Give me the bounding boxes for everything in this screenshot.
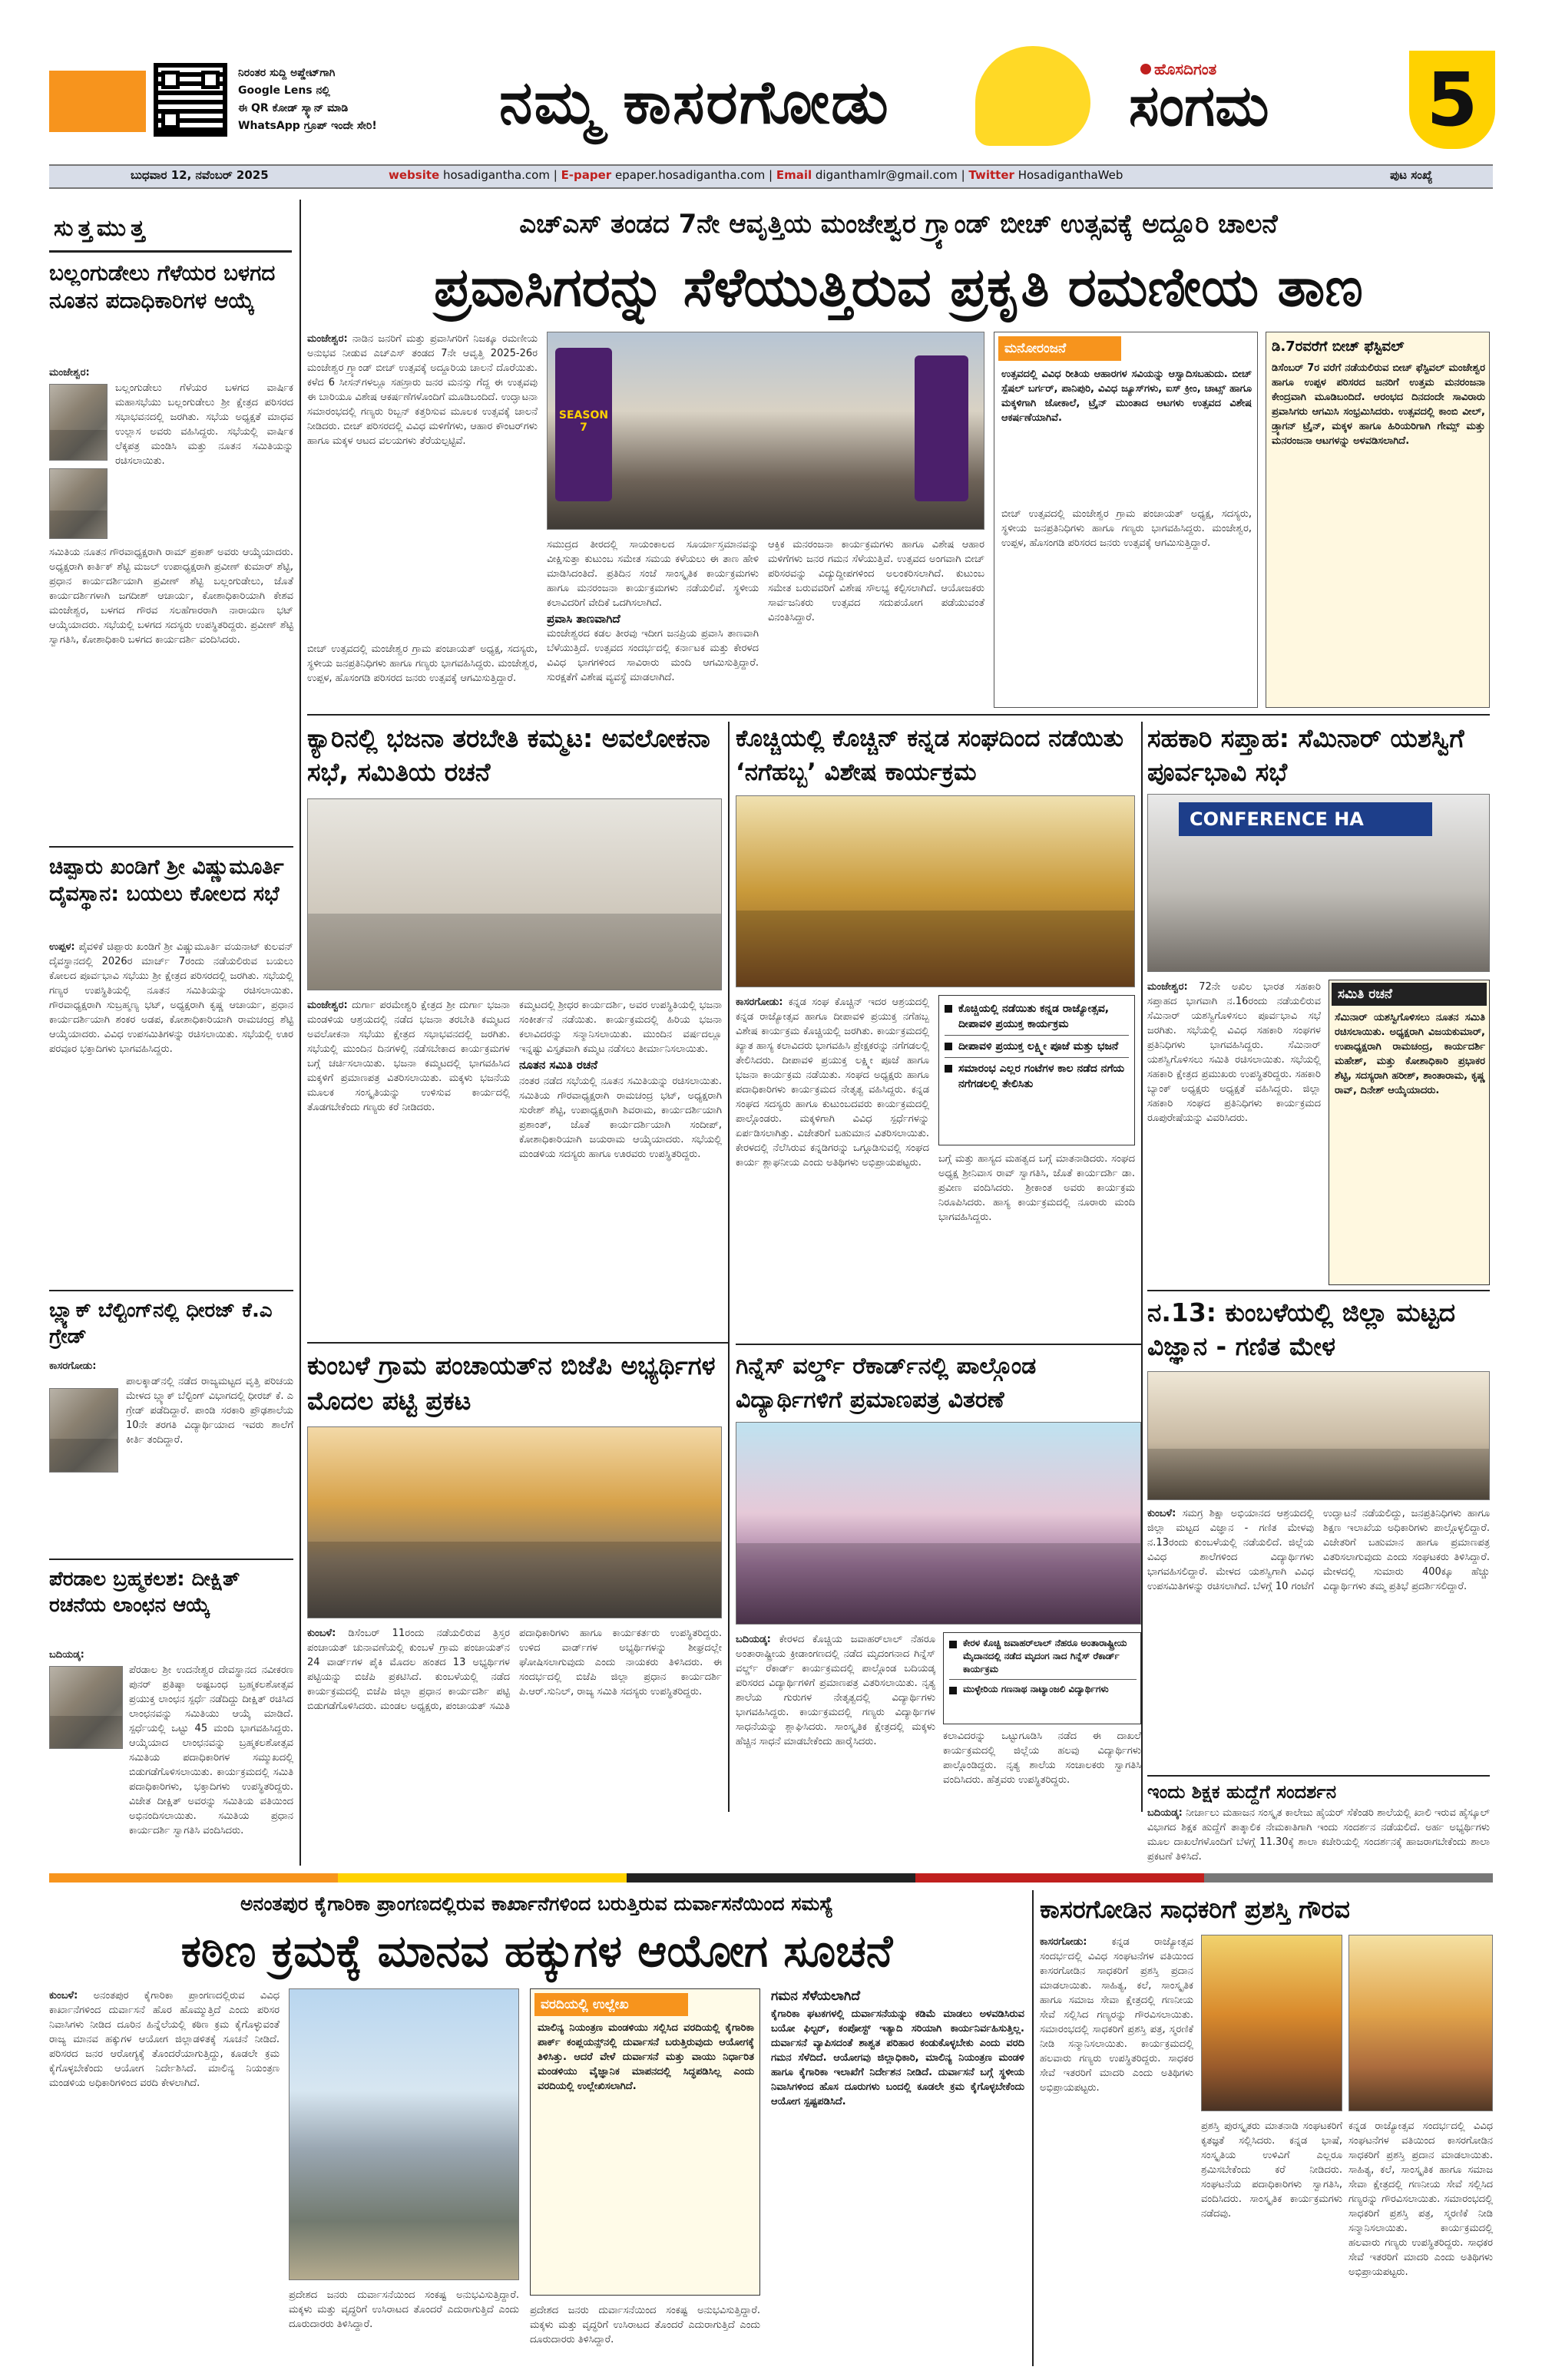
left-story1-photo-a: [49, 384, 108, 461]
bottom-col3: ಕೈಗಾರಿಕಾ ಘಟಕಗಳಲ್ಲಿ ದುರ್ವಾಸನೆಯನ್ನು ಕಡಿಮೆ ಮಾಡಲು ಅಳವಡಿಸಿರುವ ಬಯೋ ಫಿಲ್ಟರ್, ಕಂಪೋಸ್ಟ್ ಇತ್ಯಾದಿ ಸರಿಯಾಗಿ ಕಾರ್ಯನಿರ್ವಹಿಸುತ್ತಿಲ್ಲ. ದುರ್ವಾಸನೆ ವ್ಯಾಪಿಸದಂತೆ ಶಾಶ್ವತ ಪರಿಹಾರ ಕಂಡುಕೊಳ್ಳಬೇಕು ಎಂದು ವರದಿ ಗಮನ ಸೆಳೆದಿದೆ. ಆಯೋಗವು ಜಿಲ್ಲಾಧಿಕಾರಿ, ಮಾಲಿನ್ಯ ನಿಯಂತ್ರಣ ಮಂಡಳಿ ಹಾಗೂ ಕೈಗಾರಿಕಾ ಇಲಾಖೆಗೆ ನಿರ್ದೇಶನ ನೀಡಿದೆ. ದುರ್ವಾಸನೆ ಬಗ್ಗೆ ಸ್ಥಳೀಯ ನಿವಾಸಿಗಳಿಂದ ಹೊಸ ದೂರುಗಳು ಬಂದಲ್ಲಿ ಕೂಡಲೇ ಕ್ರಮ ಕೈಗೊಳ್ಳಬೇಕೆಂದು ಆಯೋಗ ಸ್ಪಷ್ಟಪಡಿಸಿದೆ.: [771, 2008, 1024, 2107]
section-color-strip: [49, 1873, 1493, 1883]
teacher-headline: ಇಂದು ಶಿಕ್ಷಕ ಹುದ್ದೆಗೆ ಸಂದರ್ಶನ: [1147, 1781, 1337, 1803]
conference-sign: CONFERENCE HA: [1179, 802, 1432, 836]
science-headline: ನ.13: ಕುಂಬಳೆಯಲ್ಲಿ ಜಿಲ್ಲಾ ಮಟ್ಟದ ವಿಜ್ಞಾನ - ಗಣಿತ ಮೇಳ: [1147, 1297, 1456, 1361]
guinness-col2: ಕಲಾವಿದರನ್ನು ಒಟ್ಟುಗೂಡಿಸಿ ನಡೆದ ಈ ದಾಖಲೆ ಕಾರ್ಯಕ್ರಮದಲ್ಲಿ ಜಿಲ್ಲೆಯ ಹಲವು ವಿದ್ಯಾರ್ಥಿಗಳು ಪಾಲ್ಗೊಂಡಿದ್ದರು. ನೃತ್ಯ ಶಾಲೆಯ ಸಂಚಾಲಕರು ಸ್ವಾಗತಿಸಿ ವಂದಿಸಿದರು. ಹೆತ್ತವರು ಉಪಸ್ಥಿತರಿದ್ದರು.: [943, 1730, 1141, 1786]
lead-box-festival-body: ಡಿಸೆಂಬರ್ 7ರ ವರೆಗೆ ನಡೆಯಲಿರುವ ಬೀಚ್ ಫೆಸ್ಟಿವಲ್ ಮಂಜೇಶ್ವರ ಹಾಗೂ ಉಪ್ಪಳ ಪರಿಸರದ ಜನರಿಗೆ ಉತ್ತಮ ಮನರಂಜನಾ ಕೇಂದ್ರವಾಗಿ ಮೂಡಿಬಂದಿದೆ. ಆರಂಭದ ದಿನದಂದೇ ಸಾವಿರಾರು ಪ್ರವಾಸಿಗರು ಆಗಮಿಸಿ ಸಂಭ್ರಮಿಸಿದರು. ಉತ್ಸವದಲ್ಲಿ ಕಾಂಬಿ ವೀಲ್, ಡ್ರ್ಯಾಗನ್ ಟ್ರೈನ್, ಮಕ್ಕಳ ಹಾಗೂ ಹಿರಿಯರಿಗಾಗಿ ಗೇಮ್ಸ್ ಮತ್ತು ಮನರಂಜನಾ ಆಟಗಳನ್ನು ಅಳವಡಿಸಲಾಗಿದೆ.: [1272, 362, 1485, 447]
bottom-col2b: ಪ್ರದೇಶದ ಜನರು ದುರ್ವಾಸನೆಯಿಂದ ಸಂಕಷ್ಟ ಅನುಭವಿಸುತ್ತಿದ್ದಾರೆ. ಮಕ್ಕಳು ಮತ್ತು ವೃದ್ಧರಿಗೆ ಉಸಿರಾಟದ ತೊಂದರೆ ಎದುರಾಗುತ್ತಿದೆ ಎಂದು ದೂರುದಾರರು ತಿಳಿಸಿದ್ದಾರೆ.: [530, 2305, 760, 2345]
lead-box-entertainment-body: ಉತ್ಸವದಲ್ಲಿ ವಿವಿಧ ರೀತಿಯ ಆಹಾರಗಳ ಸವಿಯನ್ನು ಆಸ್ವಾದಿಸಬಹುದು. ಬೀಚ್ ಸ್ಪೆಷಲ್ ಬರ್ಗರ್, ಪಾನಿಪುರಿ, ವಿವಿಧ ಜ್ಯೂಸ್‌ಗಳು, ಐಸ್ ಕ್ರೀಂ, ಚಾಟ್ಸ್ ಹಾಗೂ ಮಕ್ಕಳಿಗಾಗಿ ಜೋಕಾಲೆ, ಟ್ರೈನ್ ಮುಂತಾದ ಆಟಗಳು ಉತ್ಸವದ ವಿಶೇಷ ಆಕರ್ಷಣೆಯಾಗಿವೆ.: [1001, 369, 1252, 424]
orange-tab: [49, 71, 146, 132]
left-story3-text: ಪಾಲಕ್ಕಾಡ್‌ನಲ್ಲಿ ನಡೆದ ರಾಜ್ಯಮಟ್ಟದ ವೃತ್ತಿ ಪರಿಚಯ ಮೇಳದ ಬ್ಲ್ಯಾಕ್ ಬೆಲ್ಟಿಂಗ್ ವಿಭಾಗದಲ್ಲಿ ಧೀರಜ್ ಕೆ. ಎ ಗ್ರೇಡ್ ಪಡೆದಿದ್ದಾರೆ. ಪಾಂಡಿ ಸರಕಾರಿ ಪ್ರೌಢಶಾಲೆಯ 10ನೇ ತರಗತಿ ವಿದ್ಯಾರ್ಥಿಯಾದ ಇವರು ಶಾಲೆಗೆ ಕೀರ್ತಿ ತಂದಿದ್ದಾರೆ.: [126, 1376, 293, 1446]
bhajana-headline: ಕ್ಯಾರಿನಲ್ಲಿ ಭಜನಾ ತರಬೇತಿ ಕಮ್ಮಟ: ಅವಲೋಕನಾ ಸಭೆ, ಸಮಿತಿಯ ರಚನೆ: [307, 723, 710, 787]
awards-col3: ಕನ್ನಡ ರಾಜ್ಯೋತ್ಸವ ಸಂದರ್ಭದಲ್ಲಿ ವಿವಿಧ ಸಂಘಟನೆಗಳ ವತಿಯಿಂದ ಕಾಸರಗೋಡಿನ ಸಾಧಕರಿಗೆ ಪ್ರಶಸ್ತಿ ಪ್ರದಾನ ಮಾಡಲಾಯಿತು. ಸಾಹಿತ್ಯ, ಕಲೆ, ಸಾಂಸ್ಕೃತಿಕ ಹಾಗೂ ಸಮಾಜ ಸೇವಾ ಕ್ಷೇತ್ರದಲ್ಲಿ ಗಣನೀಯ ಸೇವೆ ಸಲ್ಲಿಸಿದ ಗಣ್ಯರನ್ನು ಗೌರವಿಸಲಾಯಿತು. ಸಮಾರಂಭದಲ್ಲಿ ಸಾಧಕರಿಗೆ ಪ್ರಶಸ್ತಿ ಪತ್ರ, ಸ್ಮರಣಿಕೆ ನೀಡಿ ಸನ್ಮಾನಿಸಲಾಯಿತು. ಕಾರ್ಯಕ್ರಮದಲ್ಲಿ ಹಲವಾರು ಗಣ್ಯರು ಉಪಸ್ಥಿತರಿದ್ದರು. ಸಾಧಕರ ಸೇವೆ ಇತರರಿಗೆ ಮಾದರಿ ಎಂದು ಅತಿಥಿಗಳು ಅಭಿಪ್ರಾಯಪಟ್ಟರು.: [1348, 2121, 1493, 2278]
left-story1-body: ಸಮಿತಿಯ ನೂತನ ಗೌರವಾಧ್ಯಕ್ಷರಾಗಿ ರಾಮ್ ಪ್ರಕಾಶ್ ಅವರು ಆಯ್ಕೆಯಾದರು. ಅಧ್ಯಕ್ಷರಾಗಿ ಕಾರ್ತಿಕ್ ಶೆಟ್ಟಿ ಮಜಲ್ ಉಪಾಧ್ಯಕ್ಷರಾಗಿ ಪ್ರವೀಣ್ ಕುಮಾರ್ ಶೆಟ್ಟಿ, ಪ್ರಧಾನ ಕಾರ್ಯದರ್ಶಿಯಾಗಿ ಪ್ರವೀಣ್ ಶೆಟ್ಟಿ ಬಲ್ಲಂಗುಡೇಲು, ಜೊತೆ ಕಾರ್ಯದರ್ಶಿಗಳಾಗಿ ಜಗದೀಶ್ ಆಚಾರ್ಯ, ಕೋಶಾಧಿಕಾರಿಯಾಗಿ ಕೇಶವ ಮಂಜೇಶ್ವರ, ಬಳಗದ ಗೌರವ ಸಲಹೆಗಾರರಾಗಿ ನಾರಾಯಣ ಭಟ್ ಆಯ್ಕೆಯಾದರು. ಸಭೆಯಲ್ಲಿ ಬಳಗದ ಸದಸ್ಯರು ಉಪಸ್ಥಿತರಿದ್ದರು. ಪ್ರವೀಣ್ ಶೆಟ್ಟಿ ಸ್ವಾಗತಿಸಿ, ಕೋಶಾಧಿಕಾರಿ ಬಳಗದ ಕಾರ್ಯದರ್ಶಿ ವಂದಿಸಿದರು.: [49, 547, 293, 646]
science-photo: [1147, 1371, 1490, 1500]
kochi-bullets: [945, 1001, 1129, 1092]
bottom-kicker: ಅನಂತಪುರ ಕೈಗಾರಿಕಾ ಪ್ರಾಂಗಣದಲ್ಲಿರುವ ಕಾರ್ಖಾನೆಗಳಿಂದ ಬರುತ್ತಿರುವ ದುರ್ವಾಸನೆಯಿಂದ ಸಮಸ್ಯೆ: [240, 1892, 834, 1915]
left-story2-body: ಉಪ್ಪಳ: ಪೈವಳಿಕೆ ಚಿಪ್ಪಾರು ಖಂಡಿಗೆ ಶ್ರೀ ವಿಷ್ಣುಮೂರ್ತಿ ವಯನಾಟ್ ಕುಲವನ್ ದೈವಸ್ಥಾನದಲ್ಲಿ 2026ರ ಮಾರ್ಚ್ 7ರಂದು ನಡೆಯಲಿರುವ ಬಯಲು ಕೋಲದ ಪೂರ್ವಭಾವಿ ಸಭೆಯು ಶ್ರೀ ಕ್ಷೇತ್ರದ ಪರಿಸರದಲ್ಲಿ ಜರಗಿತು. ಸಭೆಯಲ್ಲಿ ಗಣ್ಯರ ಉಪಸ್ಥಿತಿಯಲ್ಲಿ ನೂತನ ಸಮಿತಿಯನ್ನು ರಚಿಸಲಾಯಿತು. ಗೌರವಾಧ್ಯಕ್ಷರಾಗಿ ಸುಬ್ರಹ್ಮಣ್ಯ ಭಟ್, ಅಧ್ಯಕ್ಷರಾಗಿ ಕೃಷ್ಣ ಆಚಾರ್ಯ, ಪ್ರಧಾನ ಕಾರ್ಯದರ್ಶಿಯಾಗಿ ಶಂಕರ ಅಡಪ, ಕೋಶಾಧಿಕಾರಿಯಾಗಿ ರಾಮಚಂದ್ರ ಶೆಟ್ಟಿ ಆಯ್ಕೆಯಾದರು. ವಿವಿಧ ಉಪಸಮಿತಿಗಳನ್ನು ರಚಿಸಲಾಯಿತು. ಸಭೆಯಲ್ಲಿ ಊರ ಪರವೂರ ಭಕ್ತಾದಿಗಳು ಭಾಗವಹಿಸಿದ್ದರು.: [49, 941, 293, 1055]
lead-col1: ಮಂಜೇಶ್ವರ: ನಾಡಿನ ಜನರಿಗೆ ಮತ್ತು ಪ್ರವಾಸಿಗರಿಗೆ ನಿಜಕ್ಕೂ ರಮಣೀಯ ಅನುಭವ ನೀಡುವ ಎಚ್‌ಎಸ್ ತಂಡದ 7ನೇ ಆವೃತ್ತಿ 2025-26ರ ಮಂಜೇಶ್ವರ ಗ್ರ್ಯಾಂಡ್ ಬೀಚ್ ಉತ್ಸವಕ್ಕೆ ಅದ್ದೂರಿಯ ಚಾಲನೆ ದೊರೆಯಿತು. ಕಳೆದ 6 ಸೀಸನ್‌ಗಳಲ್ಲೂ ಸಹಸ್ರಾರು ಜನರ ಮನಸ್ಸು ಗೆದ್ದ ಈ ಉತ್ಸವವು ಈ ಬಾರಿಯೂ ವಿಶೇಷ ಆಕರ್ಷಣೆಗಳೊಂದಿಗೆ ಮೂಡಿಬಂದಿದೆ. ಉದ್ಘಾಟನಾ ಸಮಾರಂಭದಲ್ಲಿ ಗಣ್ಯರು ರಿಬ್ಬನ್ ಕತ್ತರಿಸುವ ಮೂಲಕ ಉತ್ಸವಕ್ಕೆ ಚಾಲನೆ ನೀಡಿದರು. ಬೀಚ್ ಪರಿಸರದಲ್ಲಿ ವಿವಿಧ ಮಳಿಗೆಗಳು, ಆಹಾರ ಕೌಂಟರ್‌ಗಳು ಹಾಗೂ ಮಕ್ಕಳ ಆಟದ ವಲಯಗಳು ತೆರೆಯಲ್ಪಟ್ಟಿವೆ.: [307, 333, 538, 447]
left-divider-3: [49, 1559, 293, 1560]
bottom-col1: ಕುಂಬಳೆ: ಅನಂತಪುರ ಕೈಗಾರಿಕಾ ಪ್ರಾಂಗಣದಲ್ಲಿರುವ ವಿವಿಧ ಕಾರ್ಖಾನೆಗಳಿಂದ ದುರ್ವಾಸನೆ ಹೊರ ಹೊಮ್ಮುತ್ತಿದೆ ಎಂದು ಪರಿಸರ ನಿವಾಸಿಗಳು ನೀಡಿದ ದೂರಿನ ಹಿನ್ನೆಲೆಯಲ್ಲಿ ಕಠಿಣ ಕ್ರಮ ಕೈಗೊಳ್ಳುವಂತೆ ರಾಜ್ಯ ಮಾನವ ಹಕ್ಕುಗಳ ಆಯೋಗ ಜಿಲ್ಲಾಡಳಿತಕ್ಕೆ ಸೂಚನೆ ನೀಡಿದೆ. ಪರಿಸರದ ಜನರ ಆರೋಗ್ಯಕ್ಕೆ ತೊಂದರೆಯಾಗುತ್ತಿದ್ದು, ಕೂಡಲೇ ಕ್ರಮ ಕೈಗೊಳ್ಳಬೇಕೆಂದು ಆಯೋಗ ನಿರ್ದೇಶಿಸಿದೆ. ಮಾಲಿನ್ಯ ನಿಯಂತ್ರಣ ಮಂಡಳಿಯ ಅಧಿಕಾರಿಗಳಿಂದ ವರದಿ ಕೇಳಲಾಗಿದೆ.: [49, 1990, 280, 2089]
contact-line: website hosadigantha.com | E-paper epaper.hosadigantha.com | Email diganthamlr@gmail.com | Twitter HosadiganthaWeb: [389, 168, 1123, 182]
bjp-photo: [307, 1426, 722, 1618]
lead-photo-banner-2: [915, 355, 968, 501]
awards-col2: ಪ್ರಶಸ್ತಿ ಪುರಸ್ಕೃತರು ಮಾತನಾಡಿ ಸಂಘಟಕರಿಗೆ ಕೃತಜ್ಞತೆ ಸಲ್ಲಿಸಿದರು. ಕನ್ನಡ ಭಾಷೆ, ಸಂಸ್ಕೃತಿಯ ಉಳಿವಿಗೆ ಎಲ್ಲರೂ ಶ್ರಮಿಸಬೇಕೆಂದು ಕರೆ ನೀಡಿದರು. ಸಂಘಟನೆಯ ಪದಾಧಿಕಾರಿಗಳು ಸ್ವಾಗತಿಸಿ, ವಂದಿಸಿದರು. ಸಾಂಸ್ಕೃತಿಕ ಕಾರ್ಯಕ್ರಮಗಳು ನಡೆದವು.: [1201, 2121, 1342, 2220]
left-story3-photo: [49, 1388, 118, 1473]
left-story2-headline: ಚಿಪ್ಪಾರು ಖಂಡಿಗೆ ಶ್ರೀ ವಿಷ್ಣುಮೂರ್ತಿ ದೈವಸ್ಥಾನ: ಬಯಲು ಕೋಲದ ಸಭೆ: [49, 855, 284, 906]
left-divider-1: [49, 846, 293, 848]
sahakari-bottom-rule: [1147, 1290, 1490, 1291]
kochi-col1: ಕಾಸರಗೋಡು: ಕನ್ನಡ ಸಂಘ ಕೊಚ್ಚಿನ್ ಇದರ ಆಶ್ರಯದಲ್ಲಿ ಕನ್ನಡ ರಾಜ್ಯೋತ್ಸವ ಹಾಗೂ ದೀಪಾವಳಿ ಪ್ರಯುಕ್ತ ನಗೆಹಬ್ಬ ವಿಶೇಷ ಕಾರ್ಯಕ್ರಮ ಕೊಚ್ಚಿಯಲ್ಲಿ ಜರಗಿತು. ಕಾರ್ಯಕ್ರಮದಲ್ಲಿ ಖ್ಯಾತ ಹಾಸ್ಯ ಕಲಾವಿದರು ಭಾಗವಹಿಸಿ ಪ್ರೇಕ್ಷಕರನ್ನು ನಗೆಗಡಲಲ್ಲಿ ತೇಲಿಸಿದರು. ದೀಪಾವಳಿ ಪ್ರಯುಕ್ತ ಲಕ್ಷ್ಮೀ ಪೂಜೆ ಹಾಗೂ ಭಜನಾ ಕಾರ್ಯಕ್ರಮ ನಡೆಯಿತು. ಸಂಘದ ಅಧ್ಯಕ್ಷರು ಹಾಗೂ ಪದಾಧಿಕಾರಿಗಳು ಕಾರ್ಯಕ್ರಮದ ನೇತೃತ್ವ ವಹಿಸಿದ್ದರು. ಕನ್ನಡ ಸಂಘದ ಸದಸ್ಯರು ಹಾಗೂ ಕುಟುಂಬದವರು ಕಾರ್ಯಕ್ರಮದಲ್ಲಿ ಪಾಲ್ಗೊಂಡರು. ಮಕ್ಕಳಿಗಾಗಿ ವಿವಿಧ ಸ್ಪರ್ಧೆಗಳನ್ನು ಏರ್ಪಡಿಸಲಾಗಿತ್ತು. ವಿಜೇತರಿಗೆ ಬಹುಮಾನ ವಿತರಿಸಲಾಯಿತು. ಕೇರಳದಲ್ಲಿ ನೆಲೆಸಿರುವ ಕನ್ನಡಿಗರನ್ನು ಒಗ್ಗೂಡಿಸುವಲ್ಲಿ ಸಂಘದ ಕಾರ್ಯ ಶ್ಲಾಘನೀಯ ಎಂದು ಅತಿಥಿಗಳು ಅಭಿಪ್ರಾಯಪಟ್ಟರು.: [736, 997, 929, 1169]
lead-kicker: ಎಚ್‌ಎಸ್ ತಂಡದ 7ನೇ ಆವೃತ್ತಿಯ ಮಂಜೇಶ್ವರ ಗ್ರ್ಯಾಂಡ್ ಬೀಚ್ ಉತ್ಸವಕ್ಕೆ ಅದ್ದೂರಿ ಚಾಲನೆ: [519, 209, 1278, 240]
bottom-sub: ಗಮನ ಸೆಳೆಯಲಾಗಿದೆ: [771, 1988, 860, 2004]
guinness-headline: ಗಿನ್ನೆಸ್ ವರ್ಲ್ಡ್ ರೆಕಾರ್ಡ್‌ನಲ್ಲಿ ಪಾಲ್ಗೊಂಡ ವಿದ್ಯಾರ್ಥಿಗಳಿಗೆ ಪ್ರಮಾಣಪತ್ರ ವಿತರಣೆ: [736, 1353, 1037, 1413]
website-link[interactable]: hosadigantha.com: [442, 168, 550, 182]
lead-col2: ಸಮುದ್ರದ ತೀರದಲ್ಲಿ ಸಾಯಂಕಾಲದ ಸೂರ್ಯಾಸ್ತಮಾನವನ್ನು ವೀಕ್ಷಿಸುತ್ತಾ ಕುಟುಂಬ ಸಮೇತ ಸಮಯ ಕಳೆಯಲು ಈ ತಾಣ ಹೇಳಿ ಮಾಡಿಸಿದಂತಿದೆ. ಪ್ರತಿದಿನ ಸಂಜೆ ಸಾಂಸ್ಕೃತಿಕ ಕಾರ್ಯಕ್ರಮಗಳು ಹಾಗೂ ಮನರಂಜನಾ ಕಾರ್ಯಕ್ರಮಗಳು ನಡೆಯಲಿವೆ. ಸ್ಥಳೀಯ ಕಲಾವಿದರಿಗೆ ವೇದಿಕೆ ಒದಗಿಸಲಾಗಿದೆ. ಪ್ರವಾಸಿ ತಾಣವಾಗಿದೆ ಮಂಜೇಶ್ವರದ ಕಡಲ ತೀರವು ಇದೀಗ ಜನಪ್ರಿಯ ಪ್ರವಾಸಿ ತಾಣವಾಗಿ ಬೆಳೆಯುತ್ತಿದೆ. ಉತ್ಸವದ ಸಂದರ್ಭದಲ್ಲಿ ಕರ್ನಾಟಕ ಮತ್ತು ಕೇರಳದ ವಿವಿಧ ಭಾಗಗಳಿಂದ ಸಾವಿರಾರು ಮಂದಿ ಆಗಮಿಸುತ್ತಿದ್ದಾರೆ. ಸುರಕ್ಷತೆಗೆ ವಿಶೇಷ ವ್ಯವಸ್ಥೆ ಮಾಡಲಾಗಿದೆ.: [547, 539, 759, 683]
bhajana-col2: ಕಮ್ಮಟದಲ್ಲಿ ಶ್ರೀಧರ ಕಾರ್ಯದರ್ಶಿ, ಅವರ ಉಪಸ್ಥಿತಿಯಲ್ಲಿ ಭಜನಾ ಸಂಕೀರ್ತನೆ ನಡೆಯಿತು. ಕಾರ್ಯಕ್ರಮದಲ್ಲಿ ಹಿರಿಯ ಭಜನಾ ಕಲಾವಿದರನ್ನು ಸನ್ಮಾನಿಸಲಾಯಿತು. ಮುಂದಿನ ವರ್ಷದಲ್ಲೂ ಇನ್ನಷ್ಟು ವಿಸ್ತೃತವಾಗಿ ಕಮ್ಮಟ ನಡೆಸಲು ತೀರ್ಮಾನಿಸಲಾಯಿತು. ನೂತನ ಸಮಿತಿ ರಚನೆ ನಂತರ ನಡೆದ ಸಭೆಯಲ್ಲಿ ನೂತನ ಸಮಿತಿಯನ್ನು ರಚಿಸಲಾಯಿತು. ಸಮಿತಿಯ ಗೌರವಾಧ್ಯಕ್ಷರಾಗಿ ರಾಮಚಂದ್ರ ಭಟ್, ಅಧ್ಯಕ್ಷರಾಗಿ ಸುರೇಶ್ ಶೆಟ್ಟಿ, ಉಪಾಧ್ಯಕ್ಷರಾಗಿ ಶಿವರಾಮ, ಕಾರ್ಯದರ್ಶಿಯಾಗಿ ಪ್ರಶಾಂತ್, ಜೊತೆ ಕಾರ್ಯದರ್ಶಿಯಾಗಿ ಸಂದೀಪ್, ಕೋಶಾಧಿಕಾರಿಯಾಗಿ ಜಯರಾಮ ಆಯ್ಕೆಯಾದರು. ಸಭೆಯಲ್ಲಿ ಮಂಡಳಿಯ ಸದಸ್ಯರು ಹಾಗೂ ಊರವರು ಉಪಸ್ಥಿತರಿದ್ದರು.: [519, 1000, 722, 1160]
bottom-report-box-body: ಮಾಲಿನ್ಯ ನಿಯಂತ್ರಣ ಮಂಡಳಿಯು ಸಲ್ಲಿಸಿದ ವರದಿಯಲ್ಲಿ ಕೈಗಾರಿಕಾ ಪಾರ್ಕ್ ಕಂಪ್ಲಯನ್ಸ್‌ನಲ್ಲಿ ದುರ್ವಾಸನೆ ಬರುತ್ತಿರುವುದು ಆಯೋಗಕ್ಕೆ ತಿಳಿಸಿತ್ತು. ಆದರೆ ವೇಳೆ ದುರ್ವಾಸನೆ ಮತ್ತು ವಾಯು ನಿರ್ಧಾರಿತ ಮಂಡಳಿಯು ವೈಜ್ಞಾನಿಕ ಮಾಪನದಲ್ಲಿ ಸಿದ್ಧಪಡಿಸಿಲ್ಲ ಎಂದು ವರದಿಯಲ್ಲಿ ಉಲ್ಲೇಖಿಸಲಾಗಿದೆ.: [538, 2022, 754, 2092]
bottom-headline: ಕಠಿಣ ಕ್ರಮಕ್ಕೆ ಮಾನವ ಹಕ್ಕುಗಳ ಆಯೋಗ ಸೂಚನೆ: [180, 1925, 893, 1977]
lead-headline: ಪ್ರವಾಸಿಗರನ್ನು ಸೆಳೆಯುತ್ತಿರುವ ಪ್ರಕೃತಿ ರಮಣೀಯ ತಾಣ: [434, 255, 1363, 319]
kochi-photo: [736, 795, 1135, 987]
suttamutta-logo: ಸುತ್ತಮುತ್ತ: [54, 215, 150, 242]
twitter-link[interactable]: HosadiganthaWeb: [1018, 168, 1123, 182]
page-number: 5: [1426, 57, 1478, 143]
bottom-col-divider: [1032, 1890, 1034, 2366]
sahakari-box-title: ಸಮಿತಿ ರಚನೆ: [1332, 983, 1487, 1006]
lead-box-entertainment-title: ಮನೋರಂಜನೆ: [998, 336, 1121, 361]
left-story4-dateline: ಬದಿಯಡ್ಕ:: [49, 1649, 84, 1661]
bhajana-col1: ಮಂಜೇಶ್ವರ: ದುರ್ಗಾ ಪರಮೇಶ್ವರಿ ಕ್ಷೇತ್ರದ ಶ್ರೀ ದುರ್ಗಾ ಭಜನಾ ಮಂಡಳಿಯ ಆಶ್ರಯದಲ್ಲಿ ನಡೆದ ಭಜನಾ ತರಬೇತಿ ಕಮ್ಮಟದ ಅವಲೋಕನಾ ಸಭೆಯು ಕ್ಷೇತ್ರದ ಸಭಾಭವನದಲ್ಲಿ ಜರಗಿತು. ಸಭೆಯಲ್ಲಿ ಮುಂದಿನ ದಿನಗಳಲ್ಲಿ ನಡೆಸಬೇಕಾದ ಕಾರ್ಯಕ್ರಮಗಳ ಬಗ್ಗೆ ಚರ್ಚಿಸಲಾಯಿತು. ಭಜನಾ ಕಮ್ಮಟದಲ್ಲಿ ಭಾಗವಹಿಸಿದ ಮಕ್ಕಳಿಗೆ ಪ್ರಮಾಣಪತ್ರ ವಿತರಿಸಲಾಯಿತು. ಮಕ್ಕಳು ಭಜನೆಯ ಮೂಲಕ ಸಂಸ್ಕೃತಿಯನ್ನು ಉಳಿಸುವ ಕಾರ್ಯದಲ್ಲಿ ತೊಡಗಬೇಕೆಂದು ಗಣ್ಯರು ಕರೆ ನೀಡಿದರು.: [307, 1000, 510, 1113]
awards-col1: ಕಾಸರಗೋಡು: ಕನ್ನಡ ರಾಜ್ಯೋತ್ಸವ ಸಂದರ್ಭದಲ್ಲಿ ವಿವಿಧ ಸಂಘಟನೆಗಳ ವತಿಯಿಂದ ಕಾಸರಗೋಡಿನ ಸಾಧಕರಿಗೆ ಪ್ರಶಸ್ತಿ ಪ್ರದಾನ ಮಾಡಲಾಯಿತು. ಸಾಹಿತ್ಯ, ಕಲೆ, ಸಾಂಸ್ಕೃತಿಕ ಹಾಗೂ ಸಮಾಜ ಸೇವಾ ಕ್ಷೇತ್ರದಲ್ಲಿ ಗಣನೀಯ ಸೇವೆ ಸಲ್ಲಿಸಿದ ಗಣ್ಯರನ್ನು ಗೌರವಿಸಲಾಯಿತು. ಸಮಾರಂಭದಲ್ಲಿ ಸಾಧಕರಿಗೆ ಪ್ರಶಸ್ತಿ ಪತ್ರ, ಸ್ಮರಣಿಕೆ ನೀಡಿ ಸನ್ಮಾನಿಸಲಾಯಿತು. ಕಾರ್ಯಕ್ರಮದಲ್ಲಿ ಹಲವಾರು ಗಣ್ಯರು ಉಪಸ್ಥಿತರಿದ್ದರು. ಸಾಧಕರ ಸೇವೆ ಇತರರಿಗೆ ಮಾದರಿ ಎಂದು ಅತಿಥಿಗಳು ಅಭಿಪ್ರಾಯಪಟ್ಟರು.: [1040, 1936, 1193, 2094]
guinness-bullet: ಕೇರಳ ಕೊಚ್ಚಿ ಜವಾಹರ್‌ಲಾಲ್ ನೆಹರೂ ಅಂತಾರಾಷ್ಟ್ರೀಯ ಮೈದಾನದಲ್ಲಿ ನಡೆದ ಮೃದಂಗ ನಾದ ಗಿನ್ನೆಸ್ ರೆಕಾರ್ಡ್ ಕಾರ್ಯಕ್ರಮ: [949, 1637, 1137, 1676]
qr-instructions: ನಿರಂತರ ಸುದ್ದಿ ಅಪ್ಡೇಟ್‌ಗಾಗಿ Google Lens ನಲ್ಲಿ ಈ QR ಕೋಡ್ ಸ್ಕ್ಯಾನ್ ಮಾಡಿ WhatsApp ಗ್ರೂಪ್ ಇಂದೇ ಸೇರಿ!: [238, 67, 377, 132]
sahakari-photo: [1147, 794, 1490, 972]
lead-col1b: ಬೀಚ್ ಉತ್ಸವದಲ್ಲಿ ಮಂಜೇಶ್ವರ ಗ್ರಾಮ ಪಂಚಾಯತ್ ಅಧ್ಯಕ್ಷ, ಸದಸ್ಯರು, ಸ್ಥಳೀಯ ಜನಪ್ರತಿನಿಧಿಗಳು ಹಾಗೂ ಗಣ್ಯರು ಭಾಗವಹಿಸಿದ್ದರು. ಮಂಜೇಶ್ವರ, ಉಪ್ಪಳ, ಹೊಸಂಗಡಿ ಪರಿಸರದ ಜನರು ಉತ್ಸವಕ್ಕೆ ಆಗಮಿಸುತ್ತಿದ್ದಾರೆ.: [307, 643, 538, 684]
logo-underline: [49, 250, 292, 253]
left-story3-headline: ಬ್ಲ್ಯಾಕ್ ಬೆಲ್ಟಿಂಗ್‌ನಲ್ಲಿ ಧೀರಜ್ ಕೆ.ಎ ಗ್ರೇಡ್: [49, 1299, 273, 1348]
lead-bottom-rule: [307, 714, 1490, 716]
sahakari-box-body: ಸೆಮಿನಾರ್ ಯಶಸ್ವಿಗೊಳಿಸಲು ನೂತನ ಸಮಿತಿ ರಚಿಸಲಾಯಿತು. ಅಧ್ಯಕ್ಷರಾಗಿ ವಿಜಯಕುಮಾರ್, ಉಪಾಧ್ಯಕ್ಷರಾಗಿ ರಾಮಚಂದ್ರ, ಕಾರ್ಯದರ್ಶಿ ಮಹೇಶ್, ಮತ್ತು ಕೋಶಾಧಿಕಾರಿ ಪ್ರಭಾಕರ ಶೆಟ್ಟಿ, ಸದಸ್ಯರಾಗಿ ಹರೀಶ್, ಶಾಂತಾರಾಮ, ಕೃಷ್ಣ ರಾವ್, ದಿನೇಶ್ ಆಯ್ಕೆಯಾದರು.: [1335, 1012, 1485, 1096]
teacher-body: ಬದಿಯಡ್ಕ: ನೀರ್ಚಾಲು ಮಹಾಜನ ಸಂಸ್ಕೃತ ಕಾಲೇಜು ಹೈಯರ್ ಸೆಕೆಂಡರಿ ಶಾಲೆಯಲ್ಲಿ ಖಾಲಿ ಇರುವ ಹೈಸ್ಕೂಲ್ ವಿಭಾಗದ ಶಿಕ್ಷಕ ಹುದ್ದೆಗೆ ತಾತ್ಕಾಲಿಕ ನೇಮಕಾತಿಗಾಗಿ ಇಂದು ಸಂದರ್ಶನ ನಡೆಯಲಿದೆ. ಅರ್ಹ ಅಭ್ಯರ್ಥಿಗಳು ಮೂಲ ದಾಖಲೆಗಳೊಂದಿಗೆ ಬೆಳಗ್ಗೆ 11.30ಕ್ಕೆ ಶಾಲಾ ಕಚೇರಿಯಲ್ಲಿ ಸಂದರ್ಶನಕ್ಕೆ ಹಾಜರಾಗಬೇಕೆಂದು ಶಾಲಾ ಪ್ರಕಟಣೆ ತಿಳಿಸಿದೆ.: [1147, 1807, 1490, 1863]
brand-big: ಸಂಗಮ: [1129, 73, 1269, 139]
bjp-headline: ಕುಂಬಳೆ ಗ್ರಾಮ ಪಂಚಾಯತ್‌ನ ಬಿಜೆಪಿ ಅಭ್ಯರ್ಥಿಗಳ ಮೊದಲ ಪಟ್ಟಿ ಪ್ರಕಟ: [307, 1350, 716, 1416]
qr-code[interactable]: [154, 63, 227, 137]
yellow-blob: [975, 46, 1090, 146]
science-body: ಕುಂಬಳೆ: ಸಮಗ್ರ ಶಿಕ್ಷಾ ಅಭಿಯಾನದ ಆಶ್ರಯದಲ್ಲಿ ಜಿಲ್ಲಾ ಮಟ್ಟದ ವಿಜ್ಞಾನ - ಗಣಿತ ಮೇಳವು ನ.13ರಂದು ಕುಂಬಳೆಯಲ್ಲಿ ನಡೆಯಲಿದೆ. ಜಿಲ್ಲೆಯ ವಿವಿಧ ಶಾಲೆಗಳಿಂದ ವಿದ್ಯಾರ್ಥಿಗಳು ಭಾಗವಹಿಸಲಿದ್ದಾರೆ. ಮೇಳದ ಯಶಸ್ವಿಗಾಗಿ ವಿವಿಧ ಉಪಸಮಿತಿಗಳನ್ನು ರಚಿಸಲಾಗಿದೆ. ಬೆಳಗ್ಗೆ 10 ಗಂಟೆಗೆ ಉದ್ಘಾಟನೆ ನಡೆಯಲಿದ್ದು, ಜನಪ್ರತಿನಿಧಿಗಳು ಹಾಗೂ ಶಿಕ್ಷಣ ಇಲಾಖೆಯ ಅಧಿಕಾರಿಗಳು ಪಾಲ್ಗೊಳ್ಳಲಿದ್ದಾರೆ. ವಿಜೇತರಿಗೆ ಬಹುಮಾನ ಹಾಗೂ ಪ್ರಮಾಣಪತ್ರ ವಿತರಿಸಲಾಗುವುದು ಎಂದು ಸಂಘಟಕರು ತಿಳಿಸಿದ್ದಾರೆ. ಮೇಳದಲ್ಲಿ ಸುಮಾರು 400ಕ್ಕೂ ಹೆಚ್ಚು ವಿದ್ಯಾರ್ಥಿಗಳು ತಮ್ಮ ಪ್ರತಿಭೆ ಪ್ರದರ್ಶಿಸಲಿದ್ದಾರೆ.: [1147, 1508, 1490, 1592]
lead-photo: [547, 332, 984, 530]
guinness-col1: ಬದಿಯಡ್ಕ: ಕೇರಳದ ಕೊಚ್ಚಿಯ ಜವಾಹರ್‌ಲಾಲ್ ನೆಹರೂ ಅಂತಾರಾಷ್ಟ್ರೀಯ ಕ್ರೀಡಾಂಗಣದಲ್ಲಿ ನಡೆದ ಮೃದಂಗನಾದ ಗಿನ್ನೆಸ್ ವರ್ಲ್ಡ್ ರೆಕಾರ್ಡ್ ಕಾರ್ಯಕ್ರಮದಲ್ಲಿ ಪಾಲ್ಗೊಂಡ ಬದಿಯಡ್ಕ ಪರಿಸರದ ವಿದ್ಯಾರ್ಥಿಗಳಿಗೆ ಪ್ರಮಾಣಪತ್ರ ವಿತರಿಸಲಾಯಿತು. ನೃತ್ಯ ಶಾಲೆಯ ಗುರುಗಳ ನೇತೃತ್ವದಲ್ಲಿ ವಿದ್ಯಾರ್ಥಿಗಳು ಭಾಗವಹಿಸಿದ್ದರು. ಕಾರ್ಯಕ್ರಮದಲ್ಲಿ ಗಣ್ಯರು ವಿದ್ಯಾರ್ಥಿಗಳ ಸಾಧನೆಯನ್ನು ಶ್ಲಾಘಿಸಿದರು. ಸಾಂಸ್ಕೃತಿಕ ಕ್ಷೇತ್ರದಲ್ಲಿ ಮಕ್ಕಳು ಹೆಚ್ಚಿನ ಸಾಧನೆ ಮಾಡಬೇಕೆಂದು ಹಾರೈಸಿದರು.: [736, 1634, 935, 1747]
brand-small: ಹೊಸದಿಗಂತ: [1140, 60, 1216, 78]
guinness-photo: [736, 1422, 1141, 1625]
col-divider-a: [728, 722, 730, 1812]
email-link[interactable]: diganthamlr@gmail.com: [815, 168, 958, 182]
left-story1-lead-text: ಬಲ್ಲಂಗುಡೇಲು ಗೆಳೆಯರ ಬಳಗದ ವಾರ್ಷಿಕ ಮಹಾಸಭೆಯು ಬಲ್ಲಂಗುಡೇಲು ಶ್ರೀ ಕ್ಷೇತ್ರದ ಪರಿಸರದ ಸಭಾಭವನದಲ್ಲಿ ಜರಗಿತು. ಸಭೆಯ ಅಧ್ಯಕ್ಷತೆ ಮಾಧವ ಉಲ್ಲಾಸ ಅವರು ವಹಿಸಿದ್ದರು. ಸಭೆಯಲ್ಲಿ ವಾರ್ಷಿಕ ಲೆಕ್ಕಪತ್ರ ಮಂಡಿಸಿ ಮತ್ತು ನೂತನ ಸಮಿತಿಯನ್ನು ರಚಿಸಲಾಯಿತು.: [115, 382, 293, 467]
science-bottom-rule: [1147, 1775, 1490, 1777]
kochi-bottom-rule: [736, 1344, 1141, 1345]
left-story4-body: ಪೆರಡಾಲ ಶ್ರೀ ಉದನೇಶ್ವರ ದೇವಸ್ಥಾನದ ನವೀಕರಣ ಪುನರ್ ಪ್ರತಿಷ್ಠಾ ಅಷ್ಟಬಂಧ ಬ್ರಹ್ಮಕಲಶೋತ್ಸವ ಪ್ರಯುಕ್ತ ಲಾಂಛನ ಸ್ಪರ್ಧೆ ನಡೆದಿದ್ದು ದೀಕ್ಷಿತ್ ರಚಿಸಿದ ಲಾಂಛನವನ್ನು ಸಮಿತಿಯು ಆಯ್ಕೆ ಮಾಡಿದೆ. ಸ್ಪರ್ಧೆಯಲ್ಲಿ ಒಟ್ಟು 45 ಮಂದಿ ಭಾಗವಹಿಸಿದ್ದರು. ಆಯ್ಕೆಯಾದ ಲಾಂಛನವನ್ನು ಬ್ರಹ್ಮಕಲಶೋತ್ಸವ ಸಮಿತಿಯ ಪದಾಧಿಕಾರಿಗಳ ಸಮ್ಮುಖದಲ್ಲಿ ಬಿಡುಗಡೆಗೊಳಿಸಲಾಯಿತು. ಕಾರ್ಯಕ್ರಮದಲ್ಲಿ ಸಮಿತಿ ಪದಾಧಿಕಾರಿಗಳು, ಭಕ್ತಾದಿಗಳು ಉಪಸ್ಥಿತರಿದ್ದರು. ವಿಜೇತ ದೀಕ್ಷಿತ್ ಅವರನ್ನು ಸಮಿತಿಯ ವತಿಯಿಂದ ಅಭಿನಂದಿಸಲಾಯಿತು. ಸಮಿತಿಯ ಪ್ರಧಾನ ಕಾರ್ಯದರ್ಶಿ ಸ್ವಾಗತಿಸಿ ವಂದಿಸಿದರು.: [129, 1664, 293, 1836]
awards-headline: ಕಾಸರಗೋಡಿನ ಸಾಧಕರಿಗೆ ಪ್ರಶಸ್ತಿ ಗೌರವ: [1040, 1895, 1350, 1924]
left-story3-body: ಕಾಸರಗೋಡು:: [49, 1360, 97, 1372]
kochi-bullet: ದೀಪಾವಳಿ ಪ್ರಯುಕ್ತ ಲಕ್ಷ್ಮೀ ಪೂಜೆ ಮತ್ತು ಭಜನೆ: [945, 1039, 1129, 1054]
sahakari-headline: ಸಹಕಾರಿ ಸಪ್ತಾಹ: ಸೆಮಿನಾರ್ ಯಶಸ್ವಿಗೆ ಪೂರ್ವಭಾವಿ ಸಭೆ: [1147, 723, 1464, 787]
guinness-bullets: [949, 1637, 1137, 1696]
left-column-divider: [299, 200, 301, 1866]
left-story1-lead: ಮಂಜೇಶ್ವರ:: [49, 367, 90, 378]
kochi-col2: ಬಗ್ಗೆ ಮತ್ತು ಹಾಸ್ಯದ ಮಹತ್ವದ ಬಗ್ಗೆ ಮಾತನಾಡಿದರು. ಸಂಘದ ಅಧ್ಯಕ್ಷ ಶ್ರೀನಿವಾಸ ರಾವ್ ಸ್ವಾಗತಿಸಿ, ಜೊತೆ ಕಾರ್ಯದರ್ಶಿ ಡಾ. ಪ್ರವೀಣ ವಂದಿಸಿದರು. ಶ್ರೀಕಾಂತ ಅವರು ಕಾರ್ಯಕ್ರಮ ನಿರೂಪಿಸಿದರು. ಹಾಸ್ಯ ಕಾರ್ಯಕ್ರಮದಲ್ಲಿ ನೂರಾರು ಮಂದಿ ಭಾಗವಹಿಸಿದ್ದರು.: [938, 1153, 1135, 1223]
lead-box-festival-title: ಡಿ.7ರವರೆಗೆ ಬೀಚ್ ಫೆಸ್ಟಿವಲ್: [1272, 339, 1405, 355]
bhajana-photo: [307, 798, 722, 990]
awards-photo-a: [1201, 1935, 1342, 2111]
page-number-badge: [1409, 51, 1495, 149]
left-story1-headline: ಬಲ್ಲಂಗುಡೇಲು ಗೆಳೆಯರ ಬಳಗದ ನೂತನ ಪದಾಧಿಕಾರಿಗಳ ಆಯ್ಕೆ: [49, 260, 276, 313]
col-divider-b: [1141, 722, 1143, 1812]
guinness-bullet: ಮುಳ್ಳೇರಿಯ ಗಣನಾಥ ನಾಟ್ಯಾಂಜಲಿ ವಿದ್ಯಾರ್ಥಿಗಳು: [949, 1683, 1137, 1696]
kochi-bullet: ಸಮಾರಂಭ ಎಲ್ಲರ ಗಂಟೆಗಳ ಕಾಲ ನಡೆದ ನಗೆಯ ನಗೆಗಡಲಲ್ಲಿ ತೇಲಿಸಿತು: [945, 1061, 1129, 1092]
bhajana-bottom-rule: [307, 1342, 728, 1344]
masthead: [0, 0, 1542, 182]
section-title: ನಮ್ಮ ಕಾಸರಗೋಡು: [499, 68, 890, 137]
left-divider-2: [49, 1290, 293, 1291]
left-story1-photo-b: [49, 468, 108, 539]
kochi-headline: ಕೊಚ್ಚಿಯಲ್ಲಿ ಕೊಚ್ಚಿನ್ ಕನ್ನಡ ಸಂಘದಿಂದ ನಡೆಯಿತು ‘ನಗೆಹಬ್ಬ’ ವಿಶೇಷ ಕಾರ್ಯಕ್ರಮ: [736, 725, 1124, 786]
lead-col4: ಬೀಚ್ ಉತ್ಸವದಲ್ಲಿ ಮಂಜೇಶ್ವರ ಗ್ರಾಮ ಪಂಚಾಯತ್ ಅಧ್ಯಕ್ಷ, ಸದಸ್ಯರು, ಸ್ಥಳೀಯ ಜನಪ್ರತಿನಿಧಿಗಳು ಹಾಗೂ ಗಣ್ಯರು ಭಾಗವಹಿಸಿದ್ದರು. ಮಂಜೇಶ್ವರ, ಉಪ್ಪಳ, ಹೊಸಂಗಡಿ ಪರಿಸರದ ಜನರು ಉತ್ಸವಕ್ಕೆ ಆಗಮಿಸುತ್ತಿದ್ದಾರೆ.: [1001, 508, 1252, 549]
left-story4-headline: ಪೆರಡಾಲ ಬ್ರಹ್ಮಕಲಶ: ದೀಕ್ಷಿತ್ ರಚನೆಯ ಲಾಂಛನ ಆಯ್ಕೆ: [49, 1568, 240, 1617]
kochi-bullet: ಕೊಚ್ಚಿಯಲ್ಲಿ ನಡೆಯಿತು ಕನ್ನಡ ರಾಜ್ಯೋತ್ಸವ, ದೀಪಾವಳಿ ಪ್ರಯುಕ್ತ ಕಾರ್ಯಕ್ರಮ: [945, 1001, 1129, 1032]
date-line: ಬುಧವಾರ 12, ನವೆಂಬರ್ 2025: [131, 168, 269, 182]
epaper-link[interactable]: epaper.hosadigantha.com: [614, 168, 766, 182]
pages-label: ಪುಟ ಸಂಖ್ಯೆ: [1390, 168, 1433, 182]
bottom-col2: ಪ್ರದೇಶದ ಜನರು ದುರ್ವಾಸನೆಯಿಂದ ಸಂಕಷ್ಟ ಅನುಭವಿಸುತ್ತಿದ್ದಾರೆ. ಮಕ್ಕಳು ಮತ್ತು ವೃದ್ಧರಿಗೆ ಉಸಿರಾಟದ ತೊಂದರೆ ಎದುರಾಗುತ್ತಿದೆ ಎಂದು ದೂರುದಾರರು ತಿಳಿಸಿದ್ದಾರೆ.: [289, 2289, 519, 2330]
bottom-report-box-title: ವರದಿಯಲ್ಲಿ ಉಲ್ಲೇಖ: [534, 1993, 688, 2016]
sahakari-body: ಮಂಜೇಶ್ವರ: 72ನೇ ಅಖಿಲ ಭಾರತ ಸಹಕಾರಿ ಸಪ್ತಾಹದ ಭಾಗವಾಗಿ ನ.16ರಂದು ನಡೆಯಲಿರುವ ಸೆಮಿನಾರ್ ಯಶಸ್ವಿಗೊಳಿಸಲು ಪೂರ್ವಭಾವಿ ಸಭೆ ಜರಗಿತು. ಸಭೆಯಲ್ಲಿ ವಿವಿಧ ಸಹಕಾರಿ ಸಂಘಗಳ ಪ್ರತಿನಿಧಿಗಳು ಭಾಗವಹಿಸಿದ್ದರು. ಸೆಮಿನಾರ್ ಯಶಸ್ವಿಗೊಳಿಸಲು ಸಮಿತಿ ರಚಿಸಲಾಯಿತು. ಸಭೆಯಲ್ಲಿ ಸಹಕಾರಿ ಕ್ಷೇತ್ರದ ಪ್ರಮುಖರು ಉಪಸ್ಥಿತರಿದ್ದರು. ಸಹಕಾರಿ ಬ್ಯಾಂಕ್ ಅಧ್ಯಕ್ಷರು ಅಧ್ಯಕ್ಷತೆ ವಹಿಸಿದ್ದರು. ಜಿಲ್ಲಾ ಸಹಕಾರಿ ಸಂಘದ ಪ್ರತಿನಿಧಿಗಳು ಕಾರ್ಯಕ್ರಮದ ರೂಪುರೇಷೆಯನ್ನು ವಿವರಿಸಿದರು.: [1147, 981, 1321, 1124]
left-story4-photo: [49, 1666, 123, 1749]
lead-photo-banner: SEASON 7: [555, 348, 612, 501]
awards-photo-b: [1348, 1935, 1493, 2111]
bjp-body: ಕುಂಬಳೆ: ಡಿಸೆಂಬರ್ 11ರಂದು ನಡೆಯಲಿರುವ ತ್ರಿಸ್ತರ ಪಂಚಾಯತ್ ಚುನಾವಣೆಯಲ್ಲಿ ಕುಂಬಳೆ ಗ್ರಾಮ ಪಂಚಾಯತ್‌ನ 24 ವಾರ್ಡ್‌ಗಳ ಪೈಕಿ ಮೊದಲ ಹಂತದ 13 ಅಭ್ಯರ್ಥಿಗಳ ಪಟ್ಟಿಯನ್ನು ಬಿಜೆಪಿ ಪ್ರಕಟಿಸಿದೆ. ಕುಂಬಳೆಯಲ್ಲಿ ನಡೆದ ಕಾರ್ಯಕ್ರಮದಲ್ಲಿ ಬಿಜೆಪಿ ಜಿಲ್ಲಾ ಪ್ರಧಾನ ಕಾರ್ಯದರ್ಶಿ ಪಟ್ಟಿ ಬಿಡುಗಡೆಗೊಳಿಸಿದರು. ಮಂಡಲ ಅಧ್ಯಕ್ಷರು, ಪಂಚಾಯತ್ ಸಮಿತಿ ಪದಾಧಿಕಾರಿಗಳು ಹಾಗೂ ಕಾರ್ಯಕರ್ತರು ಉಪಸ್ಥಿತರಿದ್ದರು. ಉಳಿದ ವಾರ್ಡ್‌ಗಳ ಅಭ್ಯರ್ಥಿಗಳನ್ನು ಶೀಘ್ರದಲ್ಲೇ ಘೋಷಿಸಲಾಗುವುದು ಎಂದು ನಾಯಕರು ತಿಳಿಸಿದರು. ಈ ಸಂದರ್ಭದಲ್ಲಿ ಬಿಜೆಪಿ ಜಿಲ್ಲಾ ಪ್ರಧಾನ ಕಾರ್ಯದರ್ಶಿ ಪಿ.ಆರ್.ಸುನಿಲ್, ರಾಜ್ಯ ಸಮಿತಿ ಸದಸ್ಯರು ಉಪಸ್ಥಿತರಿದ್ದರು.: [307, 1628, 722, 1712]
lead-col3: ಆಕ್ತಿಕ ಮನರಂಜನಾ ಕಾರ್ಯಕ್ರಮಗಳು ಹಾಗೂ ವಿಶೇಷ ಆಹಾರ ಮಳಿಗೆಗಳು ಜನರ ಗಮನ ಸೆಳೆಯುತ್ತಿವೆ. ಉತ್ಸವದ ಅಂಗವಾಗಿ ಬೀಚ್ ಪರಿಸರವನ್ನು ವಿದ್ಯುದ್ದೀಪಗಳಿಂದ ಅಲಂಕರಿಸಲಾಗಿದೆ. ಕುಟುಂಬ ಸಮೇತ ಬರುವವರಿಗೆ ವಿಶೇಷ ಸೌಲಭ್ಯ ಕಲ್ಪಿಸಲಾಗಿದೆ. ಆಯೋಜಕರು ಸಾರ್ವಜನಿಕರು ಉತ್ಸವದ ಸದುಪಯೋಗ ಪಡೆಯುವಂತೆ ವಿನಂತಿಸಿದ್ದಾರೆ.: [768, 539, 984, 623]
bottom-photo: [289, 1988, 519, 2280]
